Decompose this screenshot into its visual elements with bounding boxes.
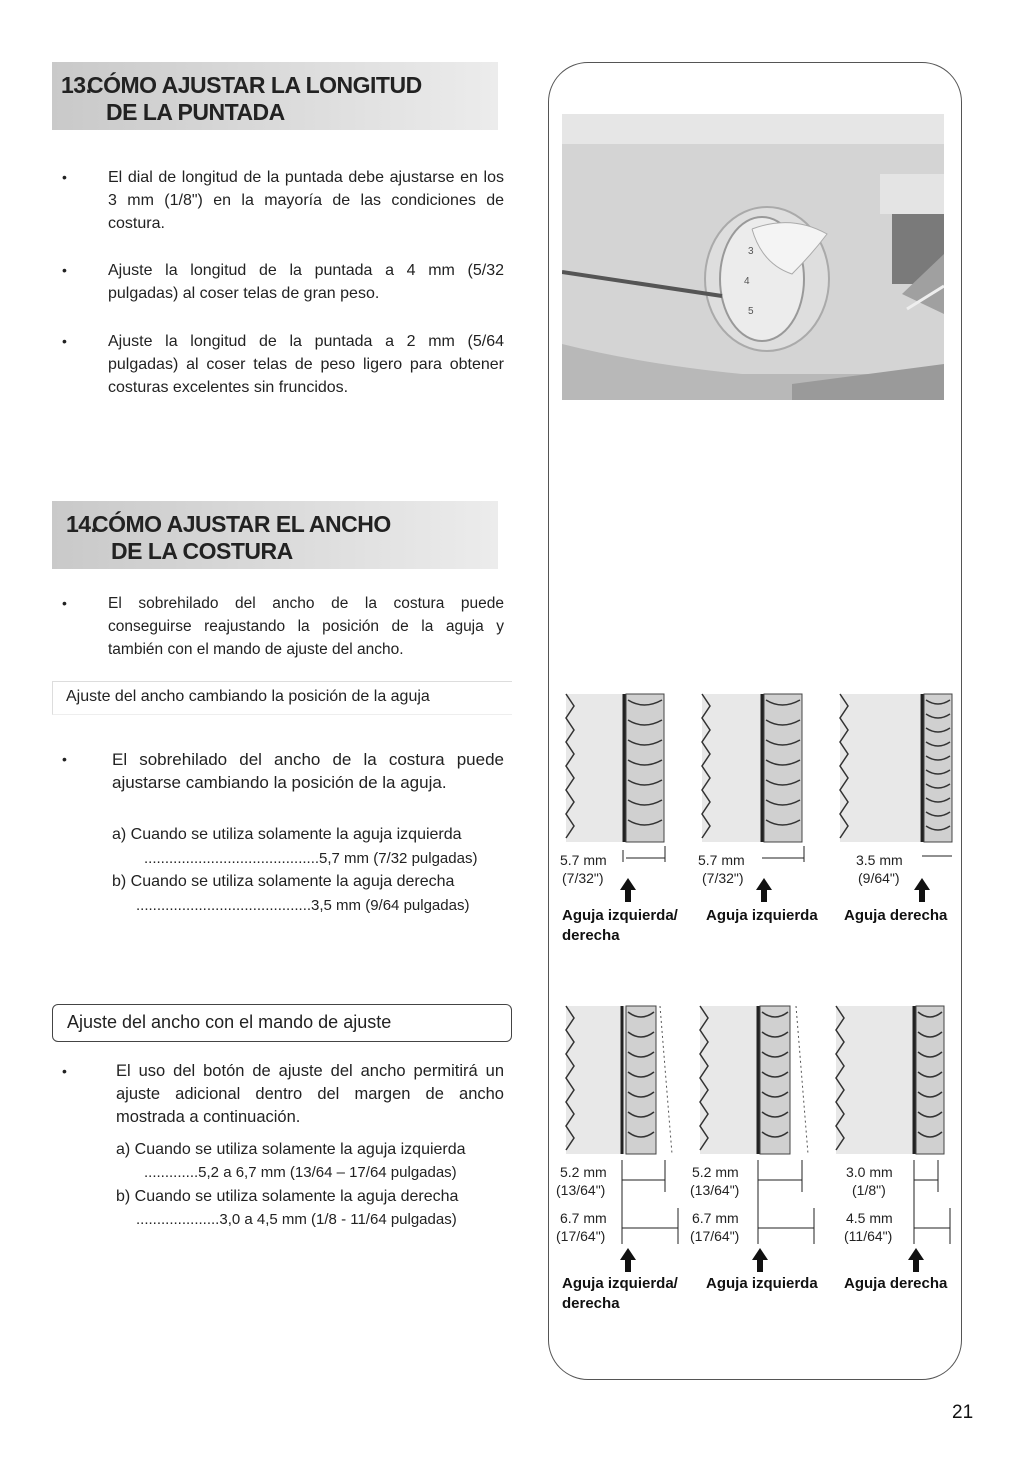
figure-caption: Aguja izquierda/	[562, 1275, 678, 1292]
bullet-dot-icon: •	[62, 169, 67, 185]
heading-line-2: DE LA COSTURA	[111, 538, 293, 564]
svg-text:4: 4	[744, 276, 750, 287]
measurement-mm: 5.7 mm	[560, 852, 607, 868]
measurement-inch: (7/32")	[702, 870, 744, 886]
figure-caption: derecha	[562, 927, 620, 944]
svg-text:5: 5	[748, 306, 754, 317]
figure-caption: derecha	[562, 1295, 620, 1312]
item-b-value: ..........................................3,5 mm (9/64 pulgadas)	[136, 897, 470, 914]
measurement-mm: 3.0 mm	[846, 1164, 893, 1180]
stitch-diagram-knob-left	[700, 1006, 808, 1154]
measurement-inch: (13/64")	[690, 1182, 740, 1198]
item-b-text: b) Cuando se utiliza solamente la aguja derecha	[116, 1188, 459, 1205]
measurement-mm: 5.2 mm	[692, 1164, 739, 1180]
stitch-diagram-knob-right	[836, 1006, 944, 1154]
item-a-value: ..........................................5,7 mm (7/32 pulgadas)	[144, 850, 478, 867]
stitch-diagram-right	[840, 694, 952, 842]
heading-number: 13.	[61, 72, 92, 98]
measurement-inch: (9/64")	[858, 870, 900, 886]
measurement-mm: 5.2 mm	[560, 1164, 607, 1180]
measurement-mm: 6.7 mm	[560, 1210, 607, 1226]
bullet-text: El dial de longitud de la puntada debe ajustarse en los 3 mm (1/8") en la mayoría de las condiciones de costura.	[108, 169, 504, 232]
measurement-mm: 4.5 mm	[846, 1210, 893, 1226]
dial-photo-illustration	[562, 114, 944, 400]
heading-line-1: CÓMO AJUSTAR LA LONGITUD	[87, 72, 422, 98]
bullet-dot-icon: •	[62, 1063, 67, 1079]
bullet-dot-icon: •	[62, 595, 67, 611]
measurement-inch: (17/64")	[556, 1228, 606, 1244]
item-a-text: a) Cuando se utiliza solamente la aguja izquierda	[112, 826, 462, 843]
measurement-inch: (11/64")	[844, 1228, 893, 1244]
figure-caption: Aguja derecha	[844, 1275, 948, 1292]
item-b-text: b) Cuando se utiliza solamente la aguja derecha	[112, 873, 455, 890]
figure-caption: Aguja derecha	[844, 907, 948, 924]
section-14-heading	[52, 501, 498, 569]
figure-caption: Aguja izquierda	[706, 907, 818, 924]
figure-caption: Aguja izquierda/	[562, 907, 678, 924]
needle-arrow-up-icon	[906, 1246, 926, 1274]
item-b-value: ....................3,0 a 4,5 mm (1/8 - 11/64 pulgadas)	[136, 1211, 457, 1228]
svg-text:3: 3	[748, 246, 754, 257]
section-13-heading	[52, 62, 498, 130]
needle-arrow-up-icon	[754, 876, 774, 904]
stitch-diagrams-top	[556, 690, 962, 862]
bullet-text: El sobrehilado del ancho de la costura puede conseguirse reajustando la posición de la aguja y también con el mando de ajuste del ancho.	[108, 595, 504, 658]
bullet-text: El sobrehilado del ancho de la costura puede ajustarse cambiando la posición de la aguja.	[112, 750, 504, 792]
needle-arrow-up-icon	[750, 1246, 770, 1274]
item-a-text: a) Cuando se utiliza solamente la aguja izquierda	[116, 1141, 466, 1158]
bullet-text: El uso del botón de ajuste del ancho permitirá un ajuste adicional dentro del margen de ancho mostrada a continuación.	[116, 1062, 504, 1126]
heading-line-1: CÓMO AJUSTAR EL ANCHO	[92, 511, 391, 537]
stitch-diagram-knob-left-right	[566, 1006, 672, 1154]
needle-arrow-up-icon	[618, 876, 638, 904]
stitch-diagrams-bottom	[556, 1002, 962, 1162]
bullet-dot-icon: •	[62, 751, 67, 767]
measurement-mm: 5.7 mm	[698, 852, 745, 868]
measurement-inch: (13/64")	[556, 1182, 606, 1198]
item-a-value: .............5,2 a 6,7 mm (13/64 – 17/64 pulgadas)	[144, 1164, 457, 1181]
heading-number: 14.	[66, 511, 97, 537]
measurement-lines-bottom	[556, 1158, 962, 1248]
stitch-diagram-left	[702, 694, 804, 862]
needle-arrow-up-icon	[912, 876, 932, 904]
bullet-text: Ajuste la longitud de la puntada a 2 mm (5/64 pulgadas) al coser telas de peso ligero para obtener costuras excelentes sin fruncidos.	[108, 333, 504, 396]
measurement-mm: 6.7 mm	[692, 1210, 739, 1226]
bullet-dot-icon: •	[62, 333, 67, 349]
figure-caption: Aguja izquierda	[706, 1275, 818, 1292]
stitch-length-dial-photo	[562, 114, 944, 400]
bullet-text: Ajuste la longitud de la puntada a 4 mm (5/32 pulgadas) al coser telas de gran peso.	[108, 262, 504, 302]
page-number: 21	[952, 1402, 974, 1423]
bullet-dot-icon: •	[62, 262, 67, 278]
needle-arrow-up-icon	[618, 1246, 638, 1274]
measurement-inch: (17/64")	[690, 1228, 740, 1244]
subsection-needle-position-title: Ajuste del ancho cambiando la posición de la aguja	[52, 681, 512, 715]
measurement-mm: 3.5 mm	[856, 852, 903, 868]
measurement-inch: (7/32")	[562, 870, 604, 886]
measurement-inch: (1/8")	[852, 1182, 886, 1198]
subsection-adjust-knob-title: Ajuste del ancho con el mando de ajuste	[52, 1004, 512, 1042]
stitch-diagram-left-right	[566, 694, 665, 862]
heading-line-2: DE LA PUNTADA	[106, 99, 285, 125]
